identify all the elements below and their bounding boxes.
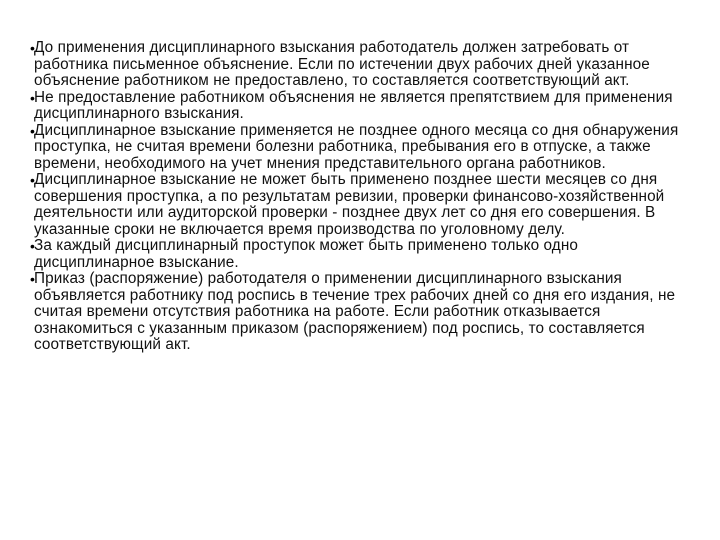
bullet-text: Дисциплинарное взыскание не может быть применено позднее шести месяцев со дня совершения проступка, а по результатам ревизии, проверки финансово-хозяйственной деятельности или аудиторской проверки - позднее двух лет со дня его совершения. В указанные сроки не включается время производства по уголовному делу. <box>34 171 665 238</box>
bullet-text: За каждый дисциплинарный проступок может быть применено только одно дисциплинарное взыскание. <box>34 237 578 271</box>
bullet-text: Дисциплинарное взыскание применяется не позднее одного месяца со дня обнаружения проступка, не считая времени болезни работника, пребывания его в отпуске, а также времени, необходимого на учет мнения представительного органа работников. <box>34 121 679 172</box>
bullet-icon: • <box>30 122 35 139</box>
bullet-icon: • <box>30 89 35 106</box>
bullet-item-1 <box>30 40 696 90</box>
bullet-icon: • <box>30 40 35 56</box>
bullet-item-4 <box>30 172 696 238</box>
bullet-list <box>30 40 696 354</box>
bullet-item-2 <box>30 90 696 123</box>
bullet-text: Приказ (распоряжение) работодателя о применении дисциплинарного взыскания объявляется работнику под роспись в течение трех рабочих дней со дня его издания, не считая времени отсутствия работника на работе. Если работник отказывается ознакомиться с указанным приказом (распоряжением) под роспись, то составляется соответствующий акт. <box>34 270 676 353</box>
bullet-icon: • <box>30 172 35 188</box>
bullet-item-5 <box>30 238 696 271</box>
bullet-text: Не предоставление работником объяснения не является препятствием для применения дисциплинарного взыскания. <box>34 88 673 122</box>
bullet-icon: • <box>30 271 35 287</box>
bullet-icon: • <box>30 238 35 254</box>
bullet-item-3 <box>30 123 696 173</box>
bullet-text: До применения дисциплинарного взыскания работодатель должен затребовать от работника письменное объяснение. Если по истечении двух рабочих дней указанное объяснение работником не предоставлено, то составляется соответствующий акт. <box>34 39 650 89</box>
bullet-item-6 <box>30 271 696 354</box>
